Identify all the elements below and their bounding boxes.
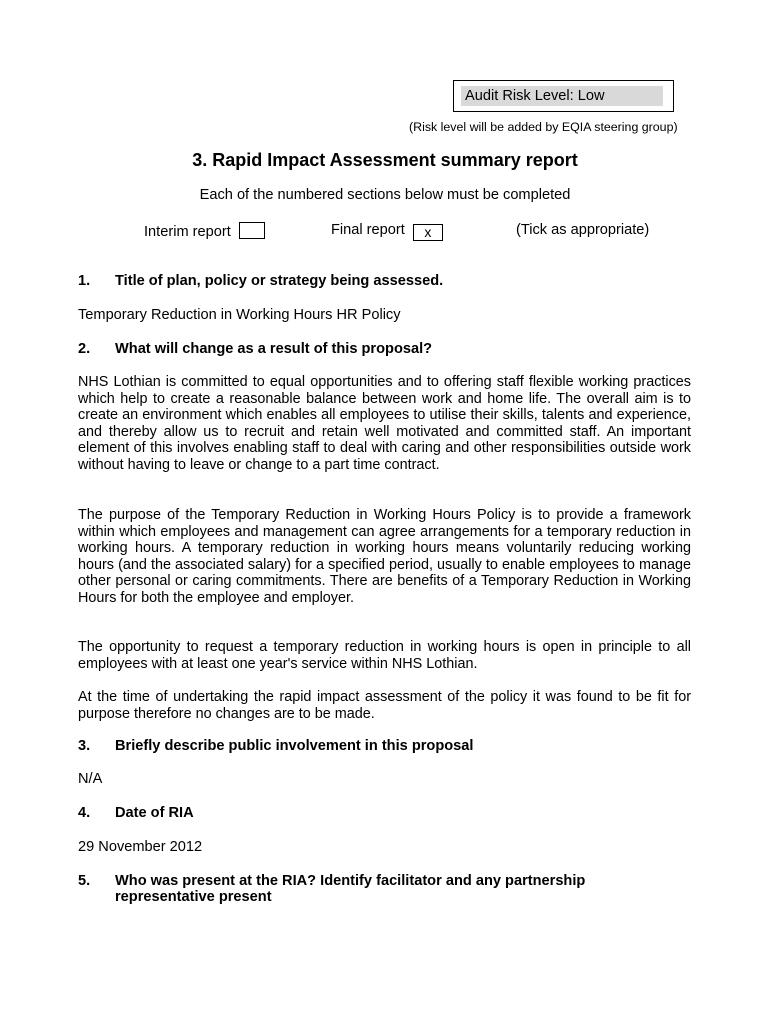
section-1-number: 1. <box>78 273 91 289</box>
interim-report-label: Interim report <box>144 224 231 240</box>
audit-risk-label: Audit Risk Level: Low <box>461 86 663 106</box>
page-title: 3. Rapid Impact Assessment summary report <box>192 150 578 170</box>
audit-risk-box <box>453 80 674 112</box>
page-subtitle: Each of the numbered sections below must be completed <box>199 187 571 203</box>
section-1-heading: Title of plan, policy or strategy being assessed. <box>115 273 444 289</box>
section-2-paragraph-1: NHS Lothian is committed to equal opportunities and to offering staff flexible working practices which help to create a reasonable balance between work and home life. The overall aim is to create an environment which enables all employees to utilise their skills, talents and experience, and thereby allow us to recruit and retain well motivated and committed staff. An important element of this involves enabling staff to deal with caring and other responsibilities outside work without having to leave or change to a part time contract. <box>78 374 691 473</box>
section-3-heading: Briefly describe public involvement in this proposal <box>115 738 474 754</box>
section-4-answer: 29 November 2012 <box>78 839 203 855</box>
section-2-heading: What will change as a result of this proposal? <box>115 341 433 357</box>
section-4-heading: Date of RIA <box>115 805 194 821</box>
section-3-answer: N/A <box>78 771 103 787</box>
interim-report-field <box>144 222 265 240</box>
section-5-number: 5. <box>78 873 91 889</box>
risk-level-note: (Risk level will be added by EQIA steering group) <box>409 120 678 134</box>
section-5-heading-line-1: Who was present at the RIA? Identify facilitator and any partnership <box>115 873 586 889</box>
section-4-number: 4. <box>78 805 91 821</box>
final-report-field <box>331 222 443 241</box>
final-report-checkbox[interactable]: x <box>413 224 443 241</box>
final-report-label: Final report <box>331 222 405 238</box>
section-2-number: 2. <box>78 341 91 357</box>
section-2-paragraph-4: At the time of undertaking the rapid impact assessment of the policy it was found to be fit for purpose therefore no changes are to be made. <box>78 689 691 722</box>
interim-report-checkbox[interactable] <box>239 222 265 239</box>
tick-hint: (Tick as appropriate) <box>516 222 650 238</box>
section-2-paragraph-2: The purpose of the Temporary Reduction in Working Hours Policy is to provide a framework within which employees and management can agree arrangements for a temporary reduction in working hours. A temporary reduction in working hours means voluntarily reducing working hours (and the associated salary) for a specified period, usually to enable employees to manage other personal or caring commitments. There are benefits of a Temporary Reduction in Working Hours for both the employee and employer. <box>78 507 691 606</box>
section-1-answer: Temporary Reduction in Working Hours HR Policy <box>78 307 401 323</box>
section-5-heading-line-2: representative present <box>115 889 272 905</box>
section-2-paragraph-3: The opportunity to request a temporary reduction in working hours is open in principle to all employees with at least one year's service within NHS Lothian. <box>78 639 691 672</box>
section-3-number: 3. <box>78 738 91 754</box>
